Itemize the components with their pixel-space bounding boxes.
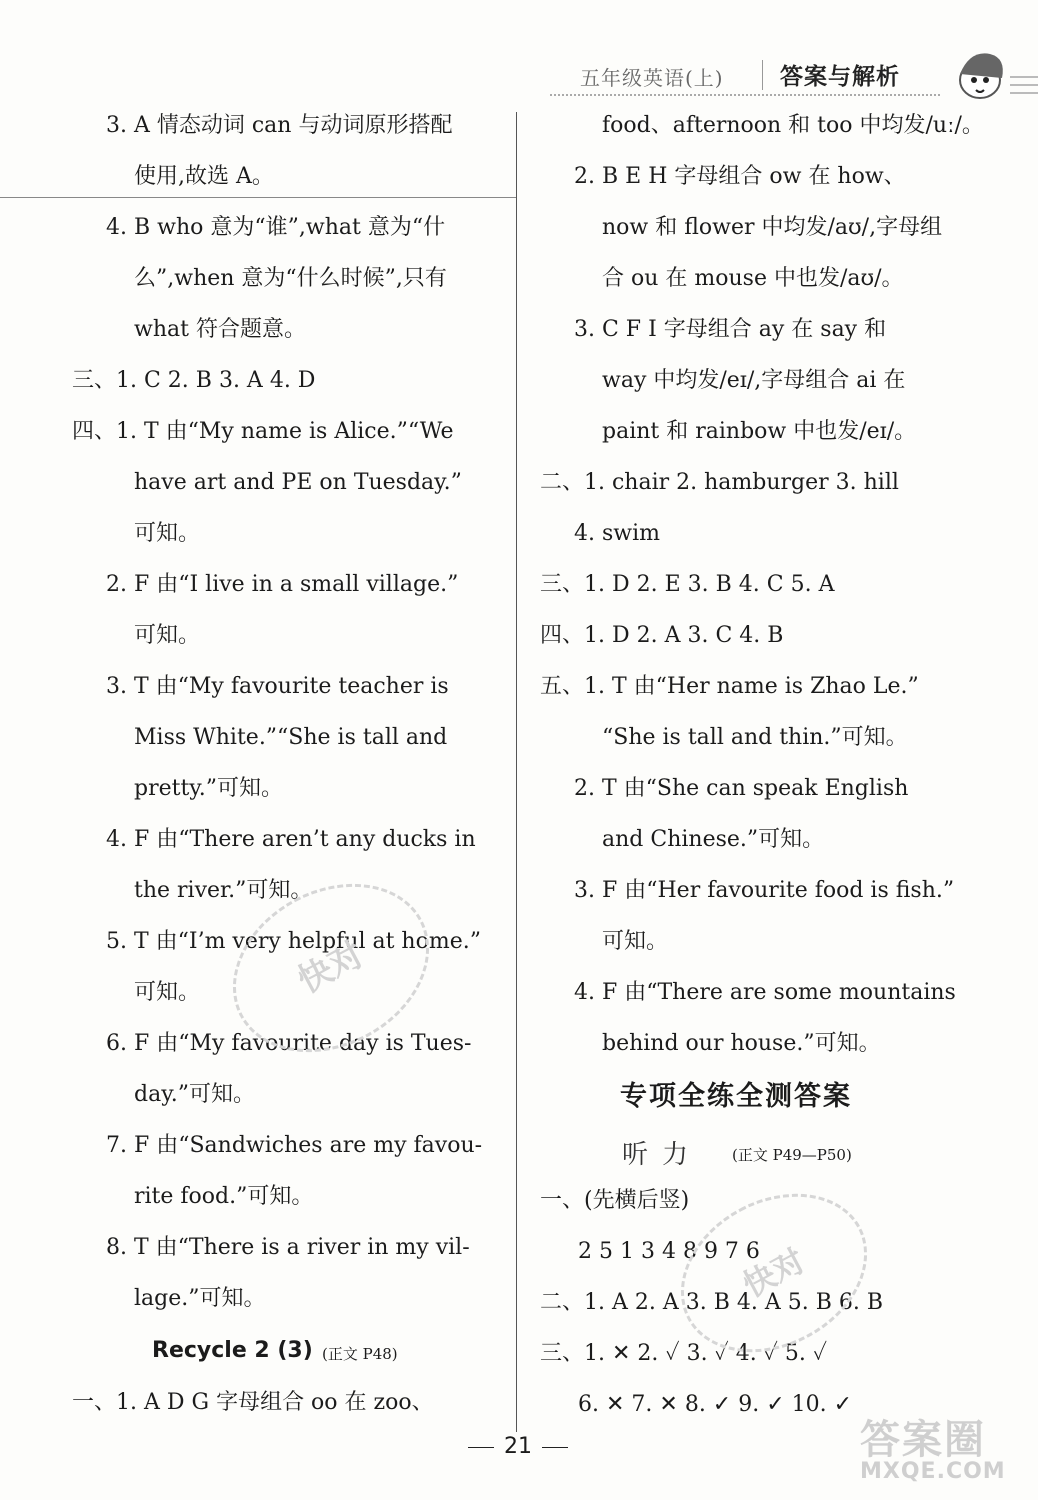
- answer-line: 三、1. C 2. B 3. A 4. D: [72, 368, 316, 393]
- answer-line: 二、1. chair 2. hamburger 3. hill: [540, 470, 899, 495]
- header-decor-lines: [1010, 76, 1038, 100]
- answer-line: 一、1. A D G 字母组合 oo 在 zoo、: [72, 1390, 434, 1415]
- stamp-kuaidui: 快对: [203, 851, 458, 1085]
- page-number: [448, 1434, 588, 1459]
- answer-line: 4. swim: [574, 521, 661, 546]
- listening-page-ref: (正文 P49—P50): [732, 1146, 852, 1164]
- answer-line: 四、1. T 由“My name is Alice.”“We: [72, 419, 454, 444]
- answer-line: way 中均发/eɪ/,字母组合 ai 在: [602, 368, 906, 393]
- answer-line: 2. T 由“She can speak English: [574, 776, 909, 801]
- answer-line: day.”可知。: [134, 1082, 255, 1107]
- watermark-title: 答案圈: [860, 1417, 986, 1463]
- answer-line: 4. B who 意为“谁”,what 意为“什: [106, 215, 446, 240]
- answer-line: 使用,故选 A。: [134, 164, 274, 189]
- column-divider: [516, 112, 517, 1432]
- answer-line: food、afternoon 和 too 中均发/uː/。: [602, 113, 984, 138]
- answer-line: 3. C F I 字母组合 ay 在 say 和: [574, 317, 887, 342]
- answer-line: 3. A 情态动词 can 与动词原形搭配: [106, 113, 453, 138]
- page-header: [540, 52, 1020, 108]
- answer-line: lage.”可知。: [134, 1286, 266, 1311]
- answer-line: 8. T 由“There is a river in my vil-: [106, 1235, 470, 1260]
- answer-line: 可知。: [134, 980, 201, 1005]
- answer-line: pretty.”可知。: [134, 776, 284, 801]
- answer-line: 可知。: [602, 929, 669, 954]
- answer-line: Miss White.”“She is tall and: [134, 725, 448, 750]
- answer-line: 3. T 由“My favourite teacher is: [106, 674, 449, 699]
- special-section-heading: 专项全练全测答案: [620, 1081, 852, 1112]
- answer-line: 2 5 1 3 4 8 9 7 6: [578, 1239, 760, 1264]
- answer-line: 一、(先横后竖): [540, 1188, 690, 1213]
- header-dotted-line: [550, 94, 940, 96]
- answer-line: 6. F 由“My favourite day is Tues-: [106, 1031, 472, 1056]
- answer-line: and Chinese.”可知。: [602, 827, 825, 852]
- dash-right: [542, 1447, 568, 1448]
- answer-line: 五、1. T 由“Her name is Zhao Le.”: [540, 674, 919, 699]
- answer-line: 么”,when 意为“什么时候”,只有: [134, 266, 447, 291]
- answer-line: 4. F 由“There are some mountains: [574, 980, 956, 1005]
- page-number-text: 21: [504, 1434, 532, 1459]
- recycle-heading: Recycle 2 (3): [152, 1338, 313, 1363]
- answer-line: “She is tall and thin.”可知。: [602, 725, 908, 750]
- section-rule: [0, 197, 516, 198]
- answer-line: 合 ou 在 mouse 中也发/aʊ/。: [602, 266, 904, 291]
- header-subject: 五年级英语(上): [580, 66, 724, 90]
- listening-heading: 听力: [622, 1140, 703, 1170]
- answer-line: 4. F 由“There aren’t any ducks in: [106, 827, 476, 852]
- answer-line: have art and PE on Tuesday.”: [134, 470, 462, 495]
- answer-line: 三、1. D 2. E 3. B 4. C 5. A: [540, 572, 835, 597]
- answer-line: 四、1. D 2. A 3. C 4. B: [540, 623, 784, 648]
- answer-line: rite food.”可知。: [134, 1184, 314, 1209]
- answer-line: what 符合题意。: [134, 317, 306, 342]
- answer-line: behind our house.”可知。: [602, 1031, 881, 1056]
- recycle-page-ref: (正文 P48): [322, 1345, 398, 1363]
- answer-line: 7. F 由“Sandwiches are my favou-: [106, 1133, 483, 1158]
- answer-line: the river.”可知。: [134, 878, 313, 903]
- header-separator: [762, 60, 763, 90]
- answer-line: 5. T 由“I’m very helpful at home.”: [106, 929, 481, 954]
- answer-line: 2. F 由“I live in a small village.”: [106, 572, 459, 597]
- header-title: 答案与解析: [780, 64, 900, 90]
- answer-line: 3. F 由“Her favourite food is fish.”: [574, 878, 955, 903]
- watermark-site: MXQE.COM: [860, 1459, 1006, 1484]
- answer-line: now 和 flower 中均发/aʊ/,字母组: [602, 215, 943, 240]
- stamp-kuaidui: 快对: [653, 1163, 895, 1384]
- answer-line: 2. B E H 字母组合 ow 在 how、: [574, 164, 906, 189]
- dash-left: [468, 1447, 494, 1448]
- answer-line: 可知。: [134, 623, 201, 648]
- answer-line: 可知。: [134, 521, 201, 546]
- answer-line: 6. ✕ 7. ✕ 8. ✓ 9. ✓ 10. ✓: [578, 1392, 853, 1417]
- answer-line: 三、1. ✕ 2. ✓ 3. ✓ 4. ✓ 5. ✓: [540, 1341, 828, 1366]
- mascot-icon: [950, 44, 1014, 108]
- answer-line: 二、1. A 2. A 3. B 4. A 5. B 6. B: [540, 1290, 884, 1315]
- answer-line: paint 和 rainbow 中也发/eɪ/。: [602, 419, 917, 444]
- watermark: [860, 1408, 1006, 1484]
